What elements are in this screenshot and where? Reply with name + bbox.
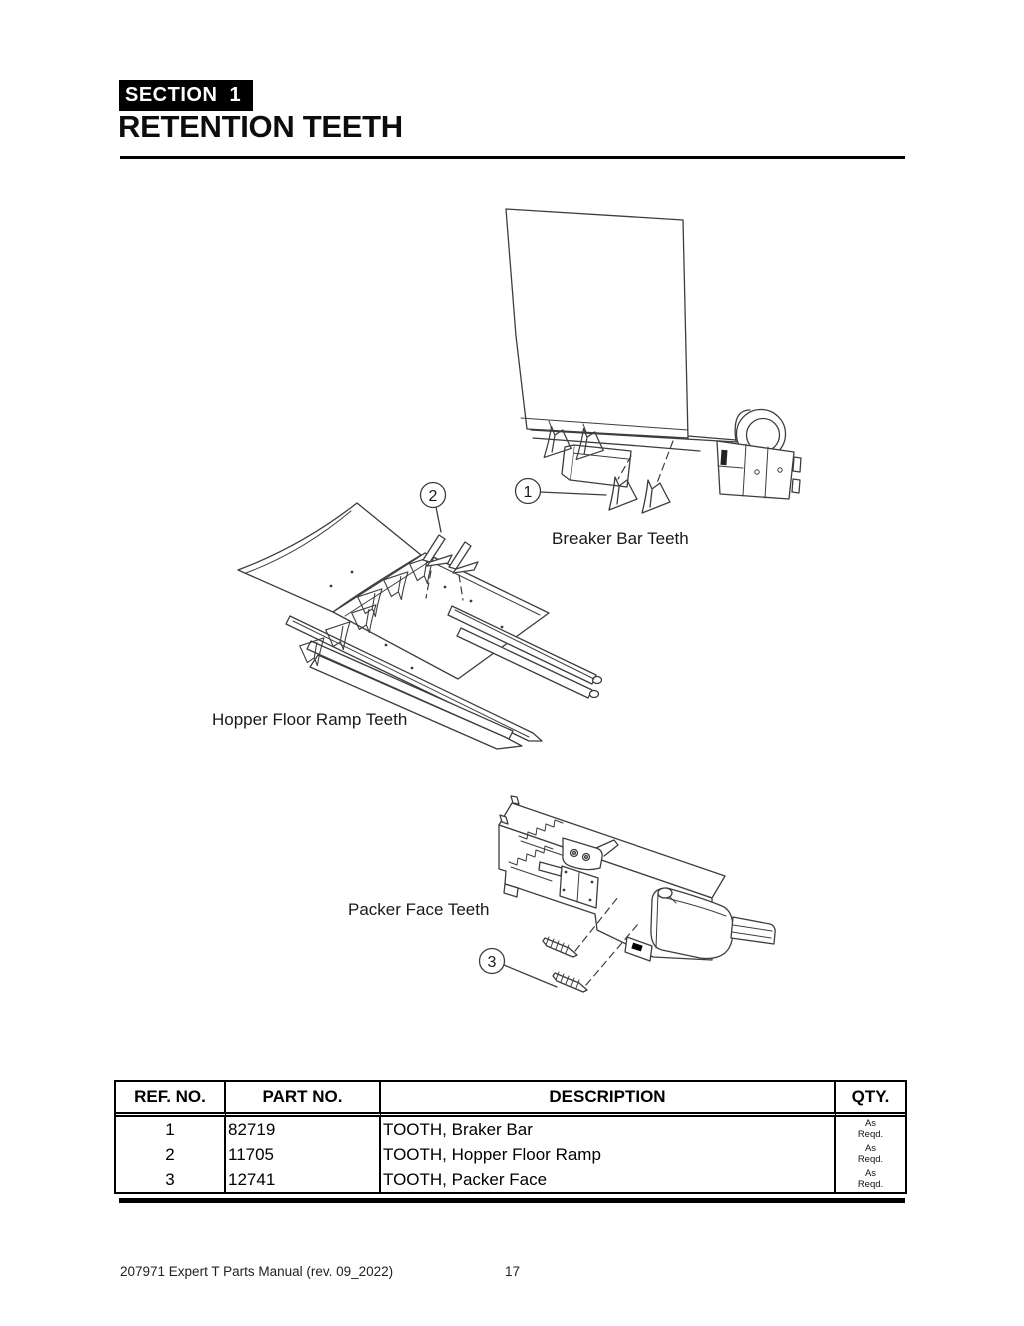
- qty-line: Reqd.: [857, 1128, 884, 1140]
- header-part-no: PART NO.: [226, 1082, 381, 1117]
- header-ref-no: REF. NO.: [116, 1082, 226, 1117]
- qty-line: Reqd.: [857, 1178, 884, 1190]
- section-badge: SECTION 1: [119, 80, 253, 111]
- footer-page-number: 17: [505, 1264, 521, 1279]
- callout-number-1: 1: [523, 484, 533, 501]
- table-row: [116, 1142, 905, 1167]
- parts-table-header-row: [116, 1082, 905, 1117]
- leader-line-2: [436, 507, 441, 532]
- qty-line: As: [864, 1142, 877, 1154]
- breaker-bar-teeth-label: Breaker Bar Teeth: [552, 529, 689, 548]
- header-qty: QTY.: [836, 1082, 905, 1117]
- part-no-cell: 11705: [226, 1142, 381, 1167]
- packer-face-teeth-label: Packer Face Teeth: [348, 900, 490, 919]
- ref-no-cell: 1: [116, 1117, 226, 1142]
- leader-line-1: [540, 492, 606, 495]
- qty-line: As: [864, 1167, 877, 1179]
- page-title: RETENTION TEETH: [118, 109, 403, 144]
- qty-cell: [836, 1117, 905, 1142]
- table-row: [116, 1117, 905, 1142]
- ref-no-cell: 2: [116, 1142, 226, 1167]
- qty-line: As: [864, 1117, 877, 1129]
- callout-number-2: 2: [428, 488, 438, 505]
- footer-document-ref: 207971 Expert T Parts Manual (rev. 09_2022): [120, 1264, 394, 1279]
- qty-line: Reqd.: [857, 1153, 884, 1165]
- parts-table: [114, 1080, 907, 1194]
- ref-no-cell: 3: [116, 1167, 226, 1192]
- qty-cell: [836, 1142, 905, 1167]
- description-cell: TOOTH, Packer Face: [381, 1167, 836, 1192]
- breaker-bar-drawing: [506, 209, 801, 513]
- packer-face-drawing: [499, 796, 775, 992]
- header-description: DESCRIPTION: [381, 1082, 836, 1117]
- part-no-cell: 12741: [226, 1167, 381, 1192]
- leader-line-3: [504, 965, 557, 987]
- table-row: [116, 1167, 905, 1192]
- callout-number-3: 3: [487, 954, 497, 971]
- description-cell: TOOTH, Braker Bar: [381, 1117, 836, 1142]
- description-cell: TOOTH, Hopper Floor Ramp: [381, 1142, 836, 1167]
- qty-cell: [836, 1167, 905, 1192]
- part-no-cell: 82719: [226, 1117, 381, 1142]
- hopper-floor-ramp-teeth-label: Hopper Floor Ramp Teeth: [212, 710, 408, 729]
- bottom-rule: [119, 1198, 905, 1203]
